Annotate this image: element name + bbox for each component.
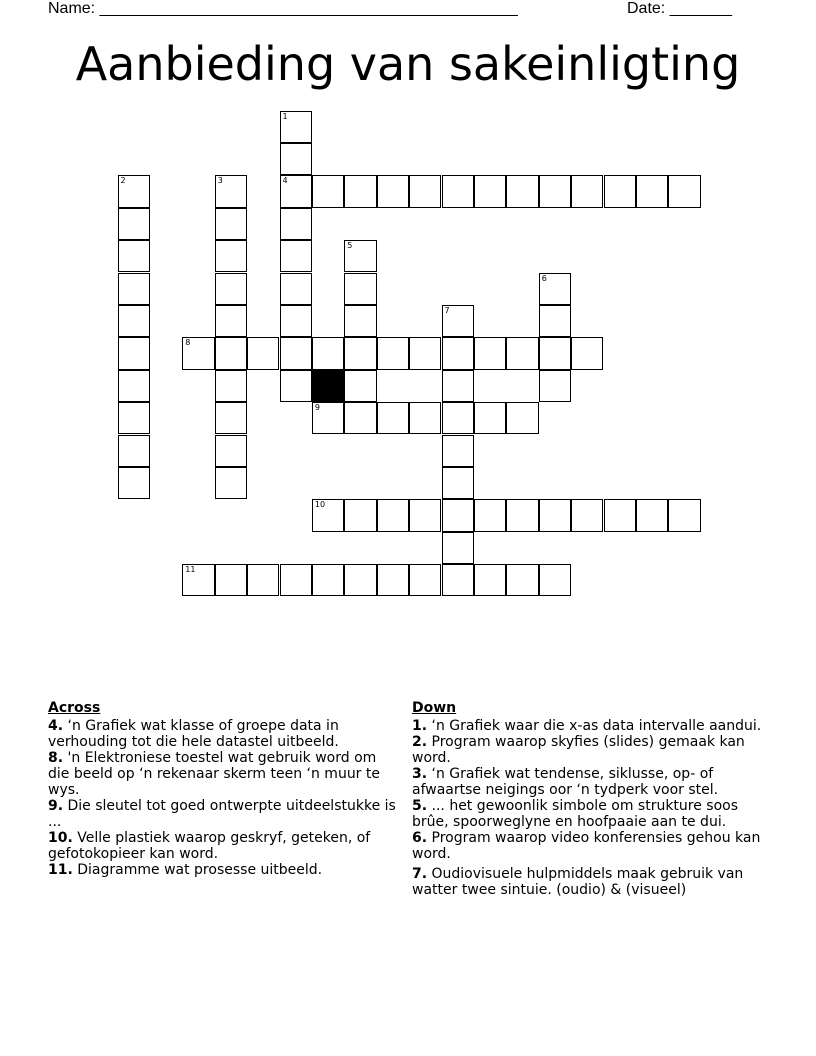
- grid-cell[interactable]: [280, 208, 312, 240]
- grid-cell[interactable]: [344, 305, 376, 337]
- cell-number: 7: [444, 305, 450, 315]
- cell-number: 2: [120, 176, 126, 186]
- grid-cell[interactable]: [344, 175, 376, 207]
- grid-cell[interactable]: [118, 305, 150, 337]
- grid-cell[interactable]: [280, 370, 312, 402]
- cell-number: 6: [541, 273, 547, 283]
- grid-cell[interactable]: [118, 273, 150, 305]
- grid-cell[interactable]: [636, 499, 668, 531]
- grid-cell[interactable]: [215, 175, 247, 207]
- grid-cell[interactable]: [442, 337, 474, 369]
- grid-cell[interactable]: [118, 467, 150, 499]
- grid-cell[interactable]: [215, 208, 247, 240]
- grid-cell[interactable]: [215, 564, 247, 596]
- down-clue-7: [412, 866, 762, 898]
- grid-cell[interactable]: [409, 402, 441, 434]
- grid-cell[interactable]: [539, 564, 571, 596]
- grid-cell[interactable]: [442, 532, 474, 564]
- page-title: Aanbieding van sakeinligting: [75, 37, 741, 91]
- grid-cell[interactable]: [442, 467, 474, 499]
- clue-text: Die sleutel tot goed ontwerpte uitdeelstukke is ...: [48, 798, 396, 830]
- grid-cell[interactable]: [409, 564, 441, 596]
- clue-text: ‘n Grafiek wat klasse of groepe data in verhouding tot die hele datastel uitbeeld.: [48, 718, 339, 750]
- cell-number: 9: [314, 403, 320, 413]
- grid-cell[interactable]: [539, 305, 571, 337]
- grid-cell[interactable]: [409, 175, 441, 207]
- grid-cell[interactable]: [215, 240, 247, 272]
- grid-cell[interactable]: [118, 175, 150, 207]
- grid-cell[interactable]: [474, 175, 506, 207]
- cell-number: 8: [185, 338, 191, 348]
- grid-cell[interactable]: [118, 402, 150, 434]
- down-heading: Down: [412, 700, 457, 716]
- grid-cell[interactable]: [474, 337, 506, 369]
- grid-cell[interactable]: [539, 499, 571, 531]
- grid-cell[interactable]: [377, 564, 409, 596]
- down-clue-1: [412, 718, 762, 734]
- across-clue-4: [48, 718, 398, 750]
- grid-cell[interactable]: [312, 337, 344, 369]
- grid-cell[interactable]: [506, 564, 538, 596]
- date-line: Date: _______: [627, 0, 732, 17]
- grid-cell[interactable]: [344, 337, 376, 369]
- down-clue-5: [412, 798, 762, 830]
- grid-cell[interactable]: [668, 175, 700, 207]
- clue-number: 1.: [412, 718, 428, 734]
- clue-number: 9.: [48, 798, 64, 814]
- clue-number: 2.: [412, 734, 428, 750]
- grid-cell[interactable]: [312, 499, 344, 531]
- clue-text: Program waarop video konferensies gehou kan word.: [412, 830, 761, 862]
- grid-cell[interactable]: [571, 337, 603, 369]
- grid-cell[interactable]: [442, 435, 474, 467]
- grid-cell[interactable]: [636, 175, 668, 207]
- grid-cell[interactable]: [442, 175, 474, 207]
- across-clue-10: [48, 830, 398, 862]
- down-clue-2: [412, 734, 762, 766]
- clue-number: 11.: [48, 862, 73, 878]
- clue-number: 10.: [48, 830, 73, 846]
- down-clue-6: [412, 830, 762, 862]
- grid-cell[interactable]: [344, 564, 376, 596]
- grid-cell[interactable]: [442, 370, 474, 402]
- clue-number: 7.: [412, 866, 428, 882]
- grid-cell[interactable]: [247, 564, 279, 596]
- clue-text: 'n Elektroniese toestel wat gebruik word om die beeld op ‘n rekenaar skerm teen ‘n muur te wys.: [48, 750, 380, 798]
- cell-number: 4: [282, 176, 288, 186]
- grid-cell[interactable]: [118, 435, 150, 467]
- grid-cell[interactable]: [280, 143, 312, 175]
- grid-cell[interactable]: [182, 564, 214, 596]
- grid-cell[interactable]: [215, 370, 247, 402]
- grid-block-cell: [312, 370, 344, 402]
- grid-cell[interactable]: [668, 499, 700, 531]
- grid-cell[interactable]: [344, 499, 376, 531]
- across-clue-8: [48, 750, 398, 798]
- grid-cell[interactable]: [409, 499, 441, 531]
- across-clue-9: [48, 798, 398, 830]
- grid-cell[interactable]: [474, 402, 506, 434]
- clue-number: 5.: [412, 798, 428, 814]
- grid-cell[interactable]: [280, 273, 312, 305]
- grid-cell[interactable]: [506, 499, 538, 531]
- grid-cell[interactable]: [215, 402, 247, 434]
- down-clues: [412, 700, 762, 898]
- clue-text: Oudiovisuele hulpmiddels maak gebruik van watter twee sintuie. (oudio) & (visueel): [412, 866, 744, 898]
- grid-cell[interactable]: [442, 499, 474, 531]
- grid-cell[interactable]: [118, 370, 150, 402]
- grid-cell[interactable]: [506, 337, 538, 369]
- clue-text: ... het gewoonlik simbole om strukture soos brûe, spoorweglyne en hoofpaaie aan te dui.: [412, 798, 739, 830]
- grid-cell[interactable]: [506, 175, 538, 207]
- clue-text: ‘n Grafiek waar die x-as data intervalle aandui.: [431, 718, 762, 734]
- grid-cell[interactable]: [280, 111, 312, 143]
- across-clue-11: [48, 862, 398, 878]
- grid-cell[interactable]: [344, 273, 376, 305]
- grid-cell[interactable]: [280, 240, 312, 272]
- grid-cell[interactable]: [344, 240, 376, 272]
- grid-cell[interactable]: [506, 402, 538, 434]
- grid-cell[interactable]: [377, 175, 409, 207]
- grid-cell[interactable]: [377, 499, 409, 531]
- down-clue-3: [412, 766, 762, 798]
- cell-number: 1: [282, 111, 288, 121]
- clue-text: Program waarop skyfies (slides) gemaak kan word.: [412, 734, 745, 766]
- grid-cell[interactable]: [182, 337, 214, 369]
- grid-cell[interactable]: [118, 240, 150, 272]
- grid-cell[interactable]: [604, 175, 636, 207]
- grid-cell[interactable]: [539, 370, 571, 402]
- grid-cell[interactable]: [377, 402, 409, 434]
- grid-cell[interactable]: [312, 175, 344, 207]
- grid-cell[interactable]: [604, 499, 636, 531]
- grid-cell[interactable]: [280, 305, 312, 337]
- grid-cell[interactable]: [215, 305, 247, 337]
- grid-cell[interactable]: [442, 402, 474, 434]
- cell-number: 3: [217, 176, 223, 186]
- grid-cell[interactable]: [409, 337, 441, 369]
- grid-cell[interactable]: [571, 499, 603, 531]
- grid-cell[interactable]: [539, 337, 571, 369]
- grid-cell[interactable]: [442, 305, 474, 337]
- clue-text: ‘n Grafiek wat tendense, siklusse, op- of afwaartse neigings oor ‘n tydperk voor stel.: [412, 766, 719, 798]
- grid-cell[interactable]: [539, 273, 571, 305]
- grid-cell[interactable]: [571, 175, 603, 207]
- grid-cell[interactable]: [312, 402, 344, 434]
- clue-number: 4.: [48, 718, 64, 734]
- grid-cell[interactable]: [118, 208, 150, 240]
- grid-cell[interactable]: [247, 337, 279, 369]
- grid-cell[interactable]: [474, 499, 506, 531]
- grid-cell[interactable]: [344, 402, 376, 434]
- grid-cell[interactable]: [215, 273, 247, 305]
- grid-cell[interactable]: [312, 564, 344, 596]
- across-heading: Across: [48, 700, 101, 716]
- across-clues: [48, 700, 398, 878]
- grid-cell[interactable]: [344, 370, 376, 402]
- cell-number: 5: [347, 241, 353, 251]
- grid-cell[interactable]: [280, 175, 312, 207]
- clue-number: 8.: [48, 750, 64, 766]
- grid-cell[interactable]: [280, 337, 312, 369]
- grid-cell[interactable]: [474, 564, 506, 596]
- grid-cell[interactable]: [215, 467, 247, 499]
- grid-cell[interactable]: [118, 337, 150, 369]
- cell-number: 11: [185, 565, 196, 575]
- clue-number: 6.: [412, 830, 428, 846]
- grid-cell[interactable]: [377, 337, 409, 369]
- cell-number: 10: [314, 500, 326, 510]
- clue-text: Diagramme wat prosesse uitbeeld.: [77, 862, 323, 878]
- grid-cell[interactable]: [539, 175, 571, 207]
- grid-cell[interactable]: [442, 564, 474, 596]
- grid-cell[interactable]: [280, 564, 312, 596]
- name-line: Name: _______________________________________________: [48, 0, 518, 17]
- clue-text: Velle plastiek waarop geskryf, geteken, of gefotokopieer kan word.: [48, 830, 371, 862]
- clue-number: 3.: [412, 766, 428, 782]
- grid-cell[interactable]: [215, 435, 247, 467]
- grid-cell[interactable]: [215, 337, 247, 369]
